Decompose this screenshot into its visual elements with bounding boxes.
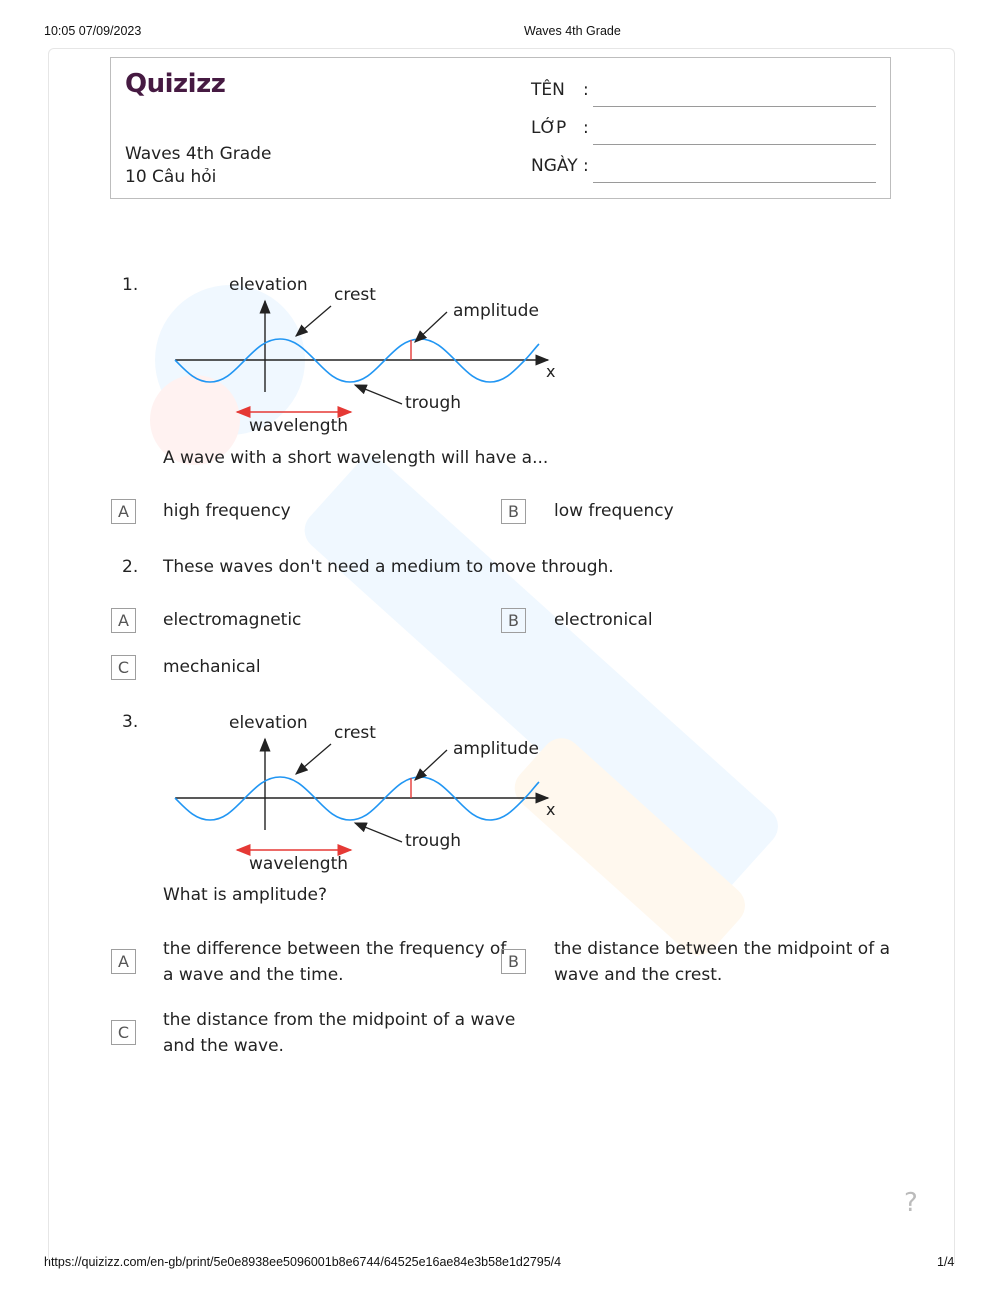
amplitude-arrow [415, 312, 447, 342]
q3-option-b-line-2: wave and the crest. [554, 965, 723, 985]
q3-option-b-line-1: the distance between the midpoint of a [554, 939, 890, 959]
wavelength-label: wavelength [249, 854, 349, 874]
q3-option-b-text[interactable] [554, 936, 890, 988]
q3-option-b-box[interactable]: B [501, 949, 526, 974]
amplitude-arrow [415, 750, 447, 780]
name-line[interactable] [593, 106, 876, 107]
help-icon[interactable]: ? [904, 1188, 918, 1218]
quiz-title: Waves 4th Grade [125, 144, 272, 164]
amplitude-label: amplitude [453, 301, 539, 321]
name-colon: : [583, 80, 589, 100]
q3-option-c-text[interactable] [163, 1007, 515, 1059]
print-url: https://quizizz.com/en-gb/print/5e0e8938ee5096001b8e6744/64525e16ae84e3b58e1d2795/4 [44, 1255, 562, 1269]
q3-option-a-line-1: the difference between the frequency of [163, 939, 507, 959]
q2-option-b-box[interactable]: B [501, 608, 526, 633]
print-page-number: 1/4 [937, 1255, 955, 1269]
q2-option-c-box[interactable]: C [111, 655, 136, 680]
class-field [531, 118, 876, 148]
class-line[interactable] [593, 144, 876, 145]
wave-diagram-2 [165, 708, 565, 878]
q1-option-a-text[interactable]: high frequency [163, 501, 291, 521]
q3-option-c-line-2: and the wave. [163, 1036, 284, 1056]
wave-diagram-1 [165, 270, 565, 440]
question-count: 10 Câu hỏi [125, 167, 217, 187]
print-datetime: 10:05 07/09/2023 [44, 24, 142, 38]
question-2-number: 2. [122, 557, 139, 577]
q2-option-c-text[interactable]: mechanical [163, 657, 261, 677]
q3-option-c-line-1: the distance from the midpoint of a wave [163, 1010, 516, 1030]
amplitude-label: amplitude [453, 739, 539, 759]
q2-option-a-text[interactable]: electromagnetic [163, 610, 302, 630]
q3-option-a-text[interactable] [163, 936, 506, 988]
q1-option-a-box[interactable]: A [111, 499, 136, 524]
q2-option-b-text[interactable]: electronical [554, 610, 653, 630]
question-1-number: 1. [122, 275, 139, 295]
trough-label: trough [405, 831, 462, 851]
trough-arrow [355, 823, 402, 842]
quizizz-logo: Quizizz [125, 69, 226, 99]
date-line[interactable] [593, 182, 876, 183]
q1-option-b-text[interactable]: low frequency [554, 501, 674, 521]
worksheet-header [110, 57, 891, 199]
class-label: LỚP [531, 118, 567, 138]
name-label: TÊN [531, 80, 565, 100]
question-2-text: These waves don't need a medium to move through. [163, 557, 614, 577]
question-3-number: 3. [122, 712, 139, 732]
crest-arrow [296, 744, 331, 774]
x-axis-label: x [546, 362, 556, 381]
x-axis-label: x [546, 800, 556, 819]
q2-option-a-box[interactable]: A [111, 608, 136, 633]
q3-option-a-line-2: a wave and the time. [163, 965, 344, 985]
trough-arrow [355, 385, 402, 404]
q3-option-a-box[interactable]: A [111, 949, 136, 974]
crest-label: crest [334, 285, 376, 305]
class-colon: : [583, 118, 589, 138]
q3-option-c-box[interactable]: C [111, 1020, 136, 1045]
date-field [531, 156, 876, 186]
name-field [531, 80, 876, 110]
elevation-label: elevation [229, 275, 308, 295]
q1-option-b-box[interactable]: B [501, 499, 526, 524]
elevation-label: elevation [229, 713, 308, 733]
crest-arrow [296, 306, 331, 336]
crest-label: crest [334, 723, 376, 743]
print-title: Waves 4th Grade [524, 24, 621, 38]
question-1-text: A wave with a short wavelength will have a... [163, 448, 549, 468]
trough-label: trough [405, 393, 462, 413]
question-3-text: What is amplitude? [163, 885, 327, 905]
wavelength-label: wavelength [249, 416, 349, 436]
date-label: NGÀY : [531, 156, 589, 176]
